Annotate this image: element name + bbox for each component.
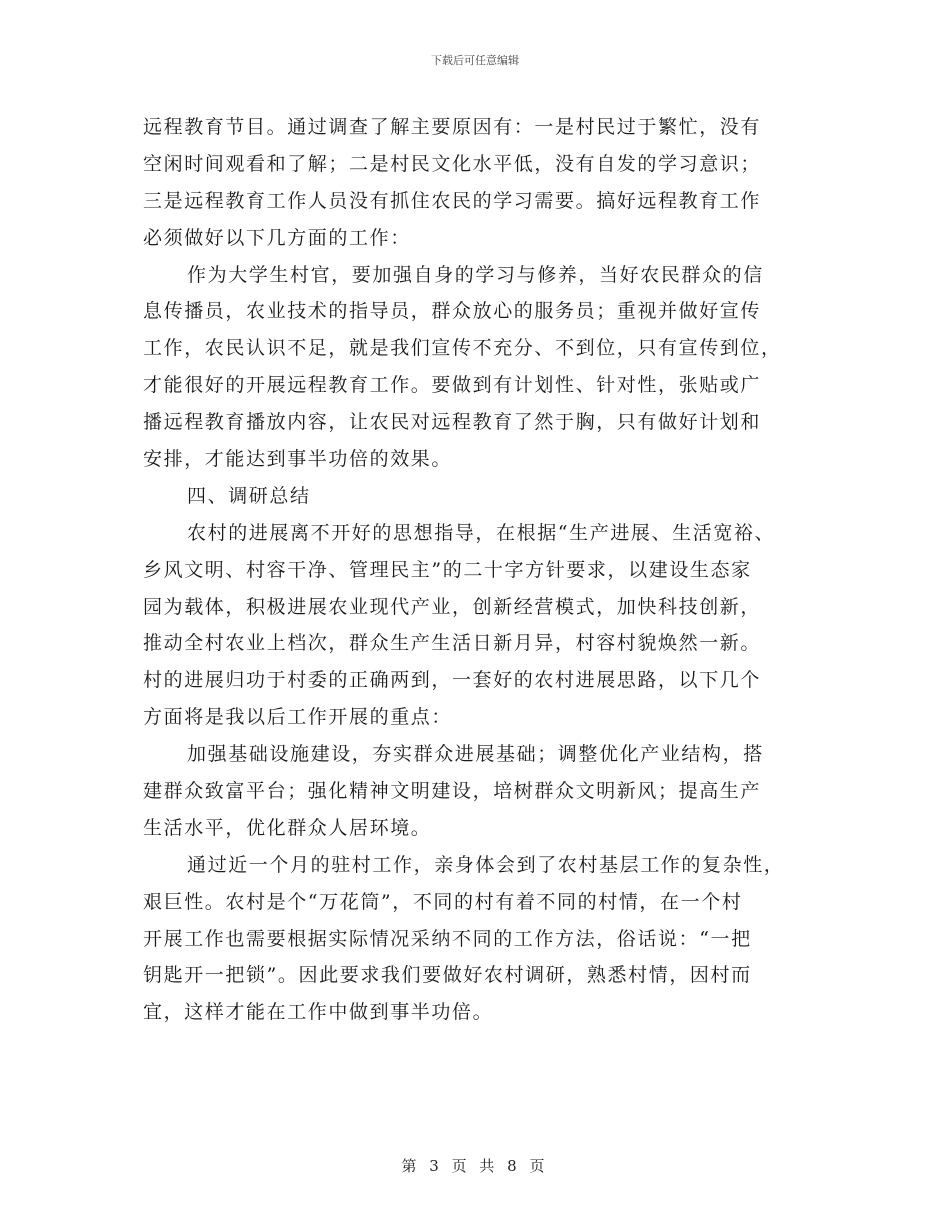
text-line: 村的进展归功于村委的正确两到，一套好的农村进展思路，以下几个 bbox=[143, 669, 762, 692]
page-number: 第 3 页 共 8 页 bbox=[401, 1157, 549, 1175]
paragraph-start-line: 加强基础设施建设，夯实群众进展基础；调整优化产业结构，搭 bbox=[187, 743, 764, 766]
paragraph-start-line: 通过近一个月的驻村工作，亲身体会到了农村基层工作的复杂性， bbox=[187, 853, 785, 876]
text-line: 生活水平，优化群众人居环境。 bbox=[143, 816, 432, 839]
text-line: 必须做好以下几方面的工作： bbox=[143, 226, 411, 249]
paragraph-start-line: 作为大学生村官，要加强自身的学习与修养，当好农民群众的信 bbox=[187, 263, 764, 286]
text-line: 播远程教育播放内容，让农民对远程教育了然于胸，只有做好计划和 bbox=[143, 411, 762, 434]
text-line: 方面将是我以后工作开展的重点： bbox=[143, 706, 453, 729]
text-line: 乡风文明、村容干净、管理民主”的二十字方针要求，以建设生态家 bbox=[143, 558, 752, 581]
header-note: 下载后可任意编辑 bbox=[431, 54, 519, 67]
text-line: 钥匙开一把锁”。因此要求我们要做好农村调研，熟悉村情，因村而 bbox=[143, 964, 752, 987]
text-line: 开展工作也需要根据实际情况采纳不同的工作方法，俗话说：“一把 bbox=[143, 927, 752, 950]
text-line: 园为载体，积极进展农业现代产业，创新经营模式，加快科技创新， bbox=[143, 595, 762, 618]
text-line: 安排，才能达到事半功倍的效果。 bbox=[143, 448, 453, 471]
text-line: 艰巨性。农村是个“万花筒”，不同的村有着不同的村情，在一个村 bbox=[143, 890, 743, 913]
text-line: 远程教育节目。通过调查了解主要原因有：一是村民过于繁忙，没有 bbox=[143, 116, 762, 138]
section-heading: 四、调研总结 bbox=[187, 484, 311, 507]
text-line: 才能很好的开展远程教育工作。要做到有计划性、针对性，张贴或广 bbox=[143, 374, 762, 397]
text-line: 三是远程教育工作人员没有抓住农民的学习需要。搞好远程教育工作 bbox=[143, 189, 762, 212]
paragraph-start-line: 农村的进展离不开好的思想指导，在根据“生产进展、生活宽裕、 bbox=[187, 521, 776, 544]
document-body bbox=[143, 109, 809, 1031]
text-line: 宜，这样才能在工作中做到事半功倍。 bbox=[143, 1001, 494, 1024]
text-line: 空闲时间观看和了解；二是村民文化水平低，没有自发的学习意识； bbox=[143, 152, 762, 175]
text-line: 工作，农民认识不足，就是我们宣传不充分、不到位，只有宣传到位， bbox=[143, 337, 782, 360]
text-line: 推动全村农业上档次，群众生产生活日新月异，村容村貌焕然一新。 bbox=[143, 632, 762, 655]
text-line: 息传播员，农业技术的指导员，群众放心的服务员；重视并做好宣传 bbox=[143, 300, 762, 323]
text-line: 建群众致富平台；强化精神文明建设，培树群众文明新风；提高生产 bbox=[143, 780, 762, 803]
